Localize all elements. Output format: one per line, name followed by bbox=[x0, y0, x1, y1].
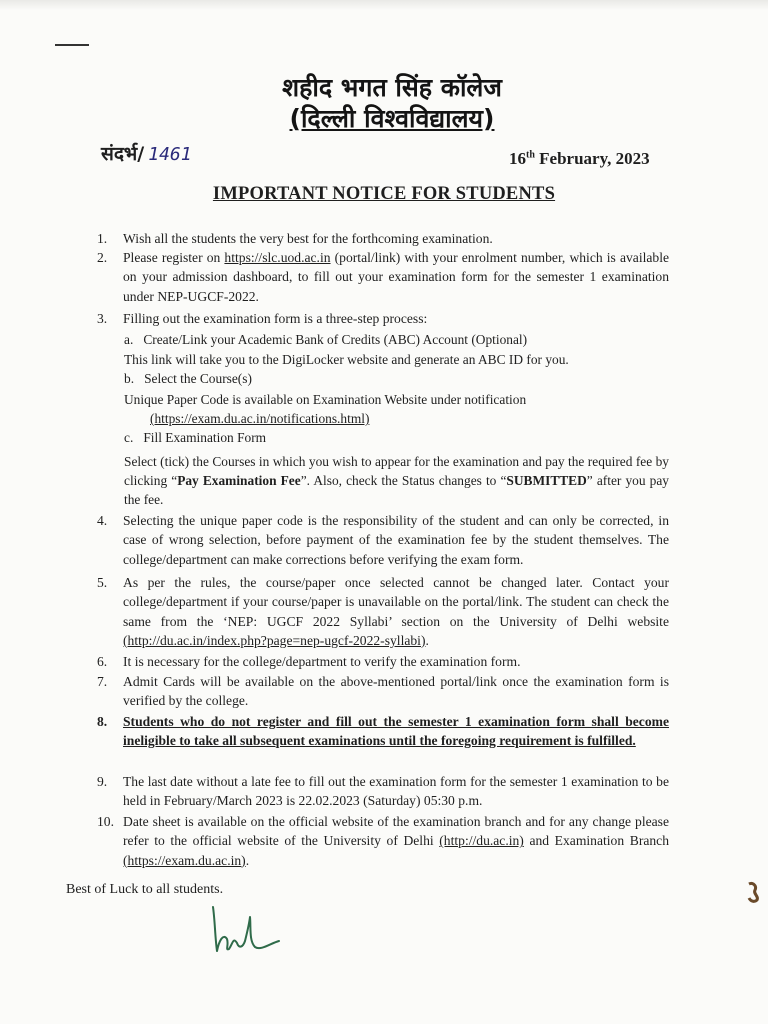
margin-mark bbox=[55, 44, 89, 46]
notice-item-1 bbox=[97, 229, 669, 248]
item-text: Students who do not register and fill out the semester 1 examination form shall become ineligible to take all subsequent examinations until the foregoing requirement is fulfilled. bbox=[123, 714, 669, 749]
page-top-edge bbox=[0, 0, 768, 10]
step-a-desc: This link will take you to the DigiLocker website and generate an ABC ID for you. bbox=[124, 352, 569, 367]
item-number: 9. bbox=[97, 774, 108, 789]
reference-label: संदर्भ/ bbox=[101, 143, 145, 165]
notice-item-6 bbox=[97, 652, 669, 671]
slc-portal-link[interactable]: https://slc.uod.ac.in bbox=[224, 250, 331, 265]
notice-item-10 bbox=[97, 812, 669, 870]
item-number: 8. bbox=[97, 714, 108, 729]
notice-date bbox=[509, 149, 650, 169]
step-b-desc: Unique Paper Code is available on Examination Website under notification bbox=[124, 392, 527, 407]
item-text: Please register on https://slc.uod.ac.in (portal/link) with your enrolment number, which is available on your admission dashboard, to fill out your examination form for the semester 1 examination under NEP-UGCF-2022. bbox=[123, 250, 670, 304]
date-suffix: th bbox=[526, 149, 535, 161]
notice-item-8 bbox=[97, 712, 669, 751]
item-number: 2. bbox=[97, 250, 108, 265]
submitted-status: SUBMITTED bbox=[506, 473, 587, 488]
date-rest: February, 2023 bbox=[534, 149, 650, 168]
notice-item-5 bbox=[97, 573, 669, 650]
step-c-desc: Select (tick) the Courses in which you wish to appear for the examination and pay the required fee by clicking “Pay Examination Fee”. Also, check the Status changes to “SUBMITTED” after you pay the fee. bbox=[124, 454, 669, 507]
university-name: (दिल्ली विश्वविद्यालय) bbox=[289, 104, 495, 133]
item-text: It is necessary for the college/department to verify the examination form. bbox=[123, 654, 521, 669]
step-a: a. Create/Link your Academic Bank of Credits (ABC) Account (Optional) bbox=[124, 332, 528, 347]
item-number: 3. bbox=[97, 311, 108, 326]
item-number: 7. bbox=[97, 674, 108, 689]
item-text: Wish all the students the very best for the forthcoming examination. bbox=[123, 231, 493, 246]
college-name: शहीद भगत सिंह कॉलेज bbox=[282, 73, 502, 102]
item-text: The last date without a late fee to fill out the examination form for the semester 1 examination to be held in February/March 2023 is 22.02.2023 (Saturday) 05:30 p.m. bbox=[123, 774, 669, 809]
item-text: Admit Cards will be available on the above-mentioned portal/link once the examination form is verified by the college. bbox=[123, 674, 669, 709]
notifications-link[interactable]: (https://exam.du.ac.in/notifications.html) bbox=[150, 411, 370, 426]
item-number: 4. bbox=[97, 513, 108, 528]
notice-item-7 bbox=[97, 672, 669, 711]
signature-image bbox=[205, 903, 285, 959]
item-number: 5. bbox=[97, 575, 108, 590]
item-number: 10. bbox=[97, 814, 114, 829]
item-text: Selecting the unique paper code is the responsibility of the student and can only be corrected, in case of wrong selection, before payment of the examination fee by the student themselves. The college/department can make corrections before verifying the exam form. bbox=[123, 513, 669, 567]
pay-fee-label: Pay Examination Fee bbox=[177, 473, 301, 488]
notice-title: IMPORTANT NOTICE FOR STUDENTS bbox=[212, 184, 556, 204]
notice-item-3 bbox=[97, 309, 669, 328]
notice-item-4 bbox=[97, 511, 669, 569]
syllabi-link[interactable]: (http://du.ac.in/index.php?page=nep-ugcf-2022-syllabi) bbox=[123, 632, 426, 648]
notice-item-2 bbox=[97, 248, 669, 306]
item-text: Filling out the examination form is a three-step process: bbox=[123, 311, 428, 326]
notice-item-9 bbox=[97, 772, 669, 811]
item-number: 1. bbox=[97, 231, 108, 246]
item-number: 6. bbox=[97, 654, 108, 669]
stamp-mark bbox=[745, 880, 761, 904]
step-c: c. Fill Examination Form bbox=[124, 430, 267, 445]
date-day: 16 bbox=[509, 149, 526, 168]
item-text: Date sheet is available on the official website of the examination branch and for any change please refer to the official website of the University of Delhi (http://du.ac.in) and Examination Branch (https://exam.du.ac.in). bbox=[123, 814, 670, 868]
du-website-link[interactable]: (http://du.ac.in) bbox=[439, 833, 524, 849]
reference-number: 1461 bbox=[148, 144, 192, 165]
item-text: As per the rules, the course/paper once selected cannot be changed later. Contact your college/department if your course/paper is unavailable on the portal/link. The student can check the same from the ‘NEP: UGCF 2022 Syllabi’ section on the University of Delhi website (http://du.ac.in/index.php?page=nep-ugcf-2022-syllabi). bbox=[123, 575, 669, 648]
exam-branch-link[interactable]: (https://exam.du.ac.in) bbox=[123, 852, 246, 868]
closing-text: Best of Luck to all students. bbox=[66, 882, 224, 897]
reference bbox=[101, 140, 192, 166]
step-b: b. Select the Course(s) bbox=[124, 371, 252, 386]
